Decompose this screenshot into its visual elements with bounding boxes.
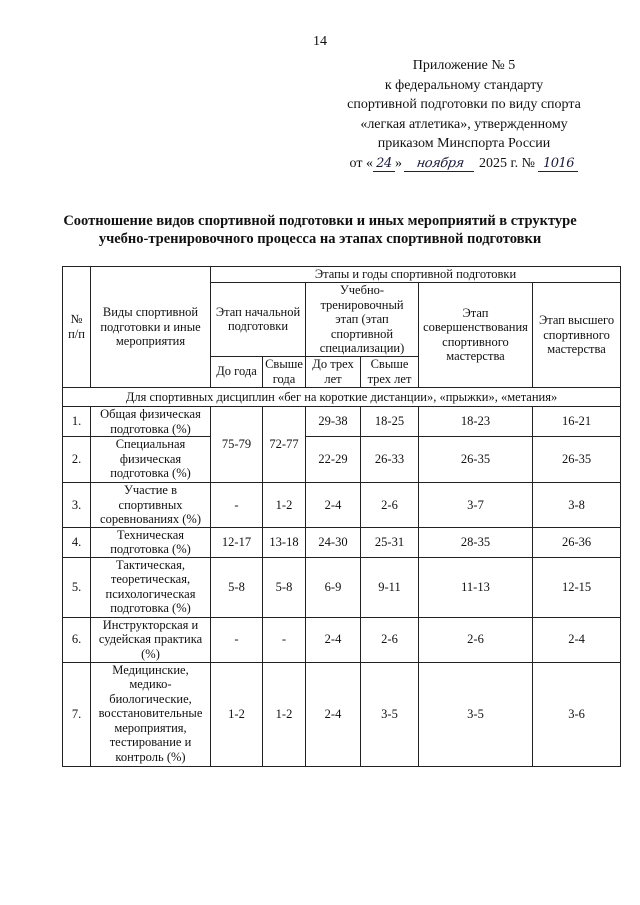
row-number: 7. [63,662,91,766]
appendix-title: Приложение № 5 [412,58,516,73]
cell-initial-over-year: 1-2 [263,483,306,528]
cell-training-over-three: 3-5 [361,662,419,766]
cell-training-over-three: 9-11 [361,557,419,617]
subheader-over-year: Свыше года [263,356,306,387]
cell-initial-up-to-year: 75-79 [211,407,263,483]
row-number: 1. [63,407,91,437]
cell-initial-over-year: - [263,617,306,662]
cell-training-over-three: 25-31 [361,527,419,557]
cell-training-up-to-three: 24-30 [306,527,361,557]
cell-training-over-three: 18-25 [361,407,419,437]
heading-line-2: учебно-тренировочного процесса на этапах спортивной подготовки [98,231,542,247]
cell-highest: 3-8 [533,483,621,528]
cell-initial-up-to-year: 12-17 [211,527,263,557]
row-number: 6. [63,617,91,662]
header-stages: Этапы и годы спортивной подготовки [211,267,621,283]
table-row [63,483,621,528]
cell-improvement: 28-35 [419,527,533,557]
row-number: 5. [63,557,91,617]
cell-training-up-to-three: 22-29 [306,437,361,483]
row-label: Участие в спортивных соревнованиях (%) [91,483,211,528]
order-date-line [330,154,598,174]
cell-improvement: 3-5 [419,662,533,766]
section-row: Для спортивных дисциплин «бег на короткие дистанции», «прыжки», «метания» [63,387,621,407]
cell-initial-up-to-year: - [211,617,263,662]
cell-initial-up-to-year: 5-8 [211,557,263,617]
header-stage-training: Учебно-тренировочный этап (этап спортивной специализации) [306,283,419,357]
date-prefix: от « [349,155,373,171]
cell-highest: 2-4 [533,617,621,662]
appendix-line-4: приказом Минспорта России [377,136,551,151]
cell-improvement: 11-13 [419,557,533,617]
cell-highest: 26-36 [533,527,621,557]
header-stage-improvement: Этап совершенствования спортивного мастерства [419,283,533,388]
row-label: Техническая подготовка (%) [91,527,211,557]
cell-training-over-three: 2-6 [361,617,419,662]
appendix-line-1: к федеральному стандарту [384,77,544,93]
row-number: 4. [63,527,91,557]
cell-improvement: 2-6 [419,617,533,662]
order-day-handwritten: 24 [373,157,395,172]
subheader-over-three: Свыше трех лет [361,356,419,387]
table-row [63,437,621,483]
cell-initial-up-to-year: 1-2 [211,662,263,766]
cell-highest: 12-15 [533,557,621,617]
cell-training-over-three: 26-33 [361,437,419,483]
cell-improvement: 3-7 [419,483,533,528]
appendix-block [330,56,598,173]
cell-training-up-to-three: 6-9 [306,557,361,617]
cell-initial-over-year: 1-2 [263,662,306,766]
header-stage-highest: Этап высшего спортивного мастерства [533,283,621,388]
order-year-label: 2025 г. № [478,155,535,171]
row-label: Медицинские, медико-биологические, восстановительные мероприятия, тестирование и контроль (%) [91,662,211,766]
cell-highest: 16-21 [533,407,621,437]
table-row [63,527,621,557]
table-row [63,407,621,437]
table-row [63,557,621,617]
cell-initial-over-year: 72-77 [263,407,306,483]
training-ratio-table [62,266,621,767]
cell-highest: 26-35 [533,437,621,483]
header-num: № п/п [63,267,91,388]
cell-initial-over-year: 5-8 [263,557,306,617]
row-label: Тактическая, теоретическая, психологическая подготовка (%) [91,557,211,617]
cell-training-up-to-three: 2-4 [306,662,361,766]
subheader-up-to-year: До года [211,356,263,387]
cell-initial-up-to-year: - [211,483,263,528]
order-month-handwritten: ноября [404,157,476,172]
row-number: 3. [63,483,91,528]
table-row [63,662,621,766]
appendix-line-2: спортивной подготовки по виду спорта [347,97,581,112]
subheader-up-to-three: До трех лет [306,356,361,387]
cell-training-up-to-three: 2-4 [306,617,361,662]
row-label: Специальная физическая подготовка (%) [91,437,211,483]
header-stage-initial: Этап начальной подготовки [211,283,306,357]
row-label: Общая физическая подготовка (%) [91,407,211,437]
table-heading [40,212,600,248]
cell-improvement: 18-23 [419,407,533,437]
cell-training-over-three: 2-6 [361,483,419,528]
heading-line-1: Соотношение видов спортивной подготовки и иных мероприятий в структуре [63,213,577,229]
date-mid: » [394,155,402,171]
row-number: 2. [63,437,91,483]
cell-training-up-to-three: 2-4 [306,483,361,528]
row-label: Инструкторская и судейская практика (%) [91,617,211,662]
table-row [63,617,621,662]
header-kind: Виды спортивной подготовки и иные мероприятия [91,267,211,388]
cell-training-up-to-three: 29-38 [306,407,361,437]
order-number-handwritten: 1016 [538,157,578,172]
page-number: 14 [313,34,327,49]
cell-highest: 3-6 [533,662,621,766]
appendix-line-3: «легкая атлетика», утвержденному [360,116,568,132]
cell-initial-over-year: 13-18 [263,527,306,557]
cell-improvement: 26-35 [419,437,533,483]
